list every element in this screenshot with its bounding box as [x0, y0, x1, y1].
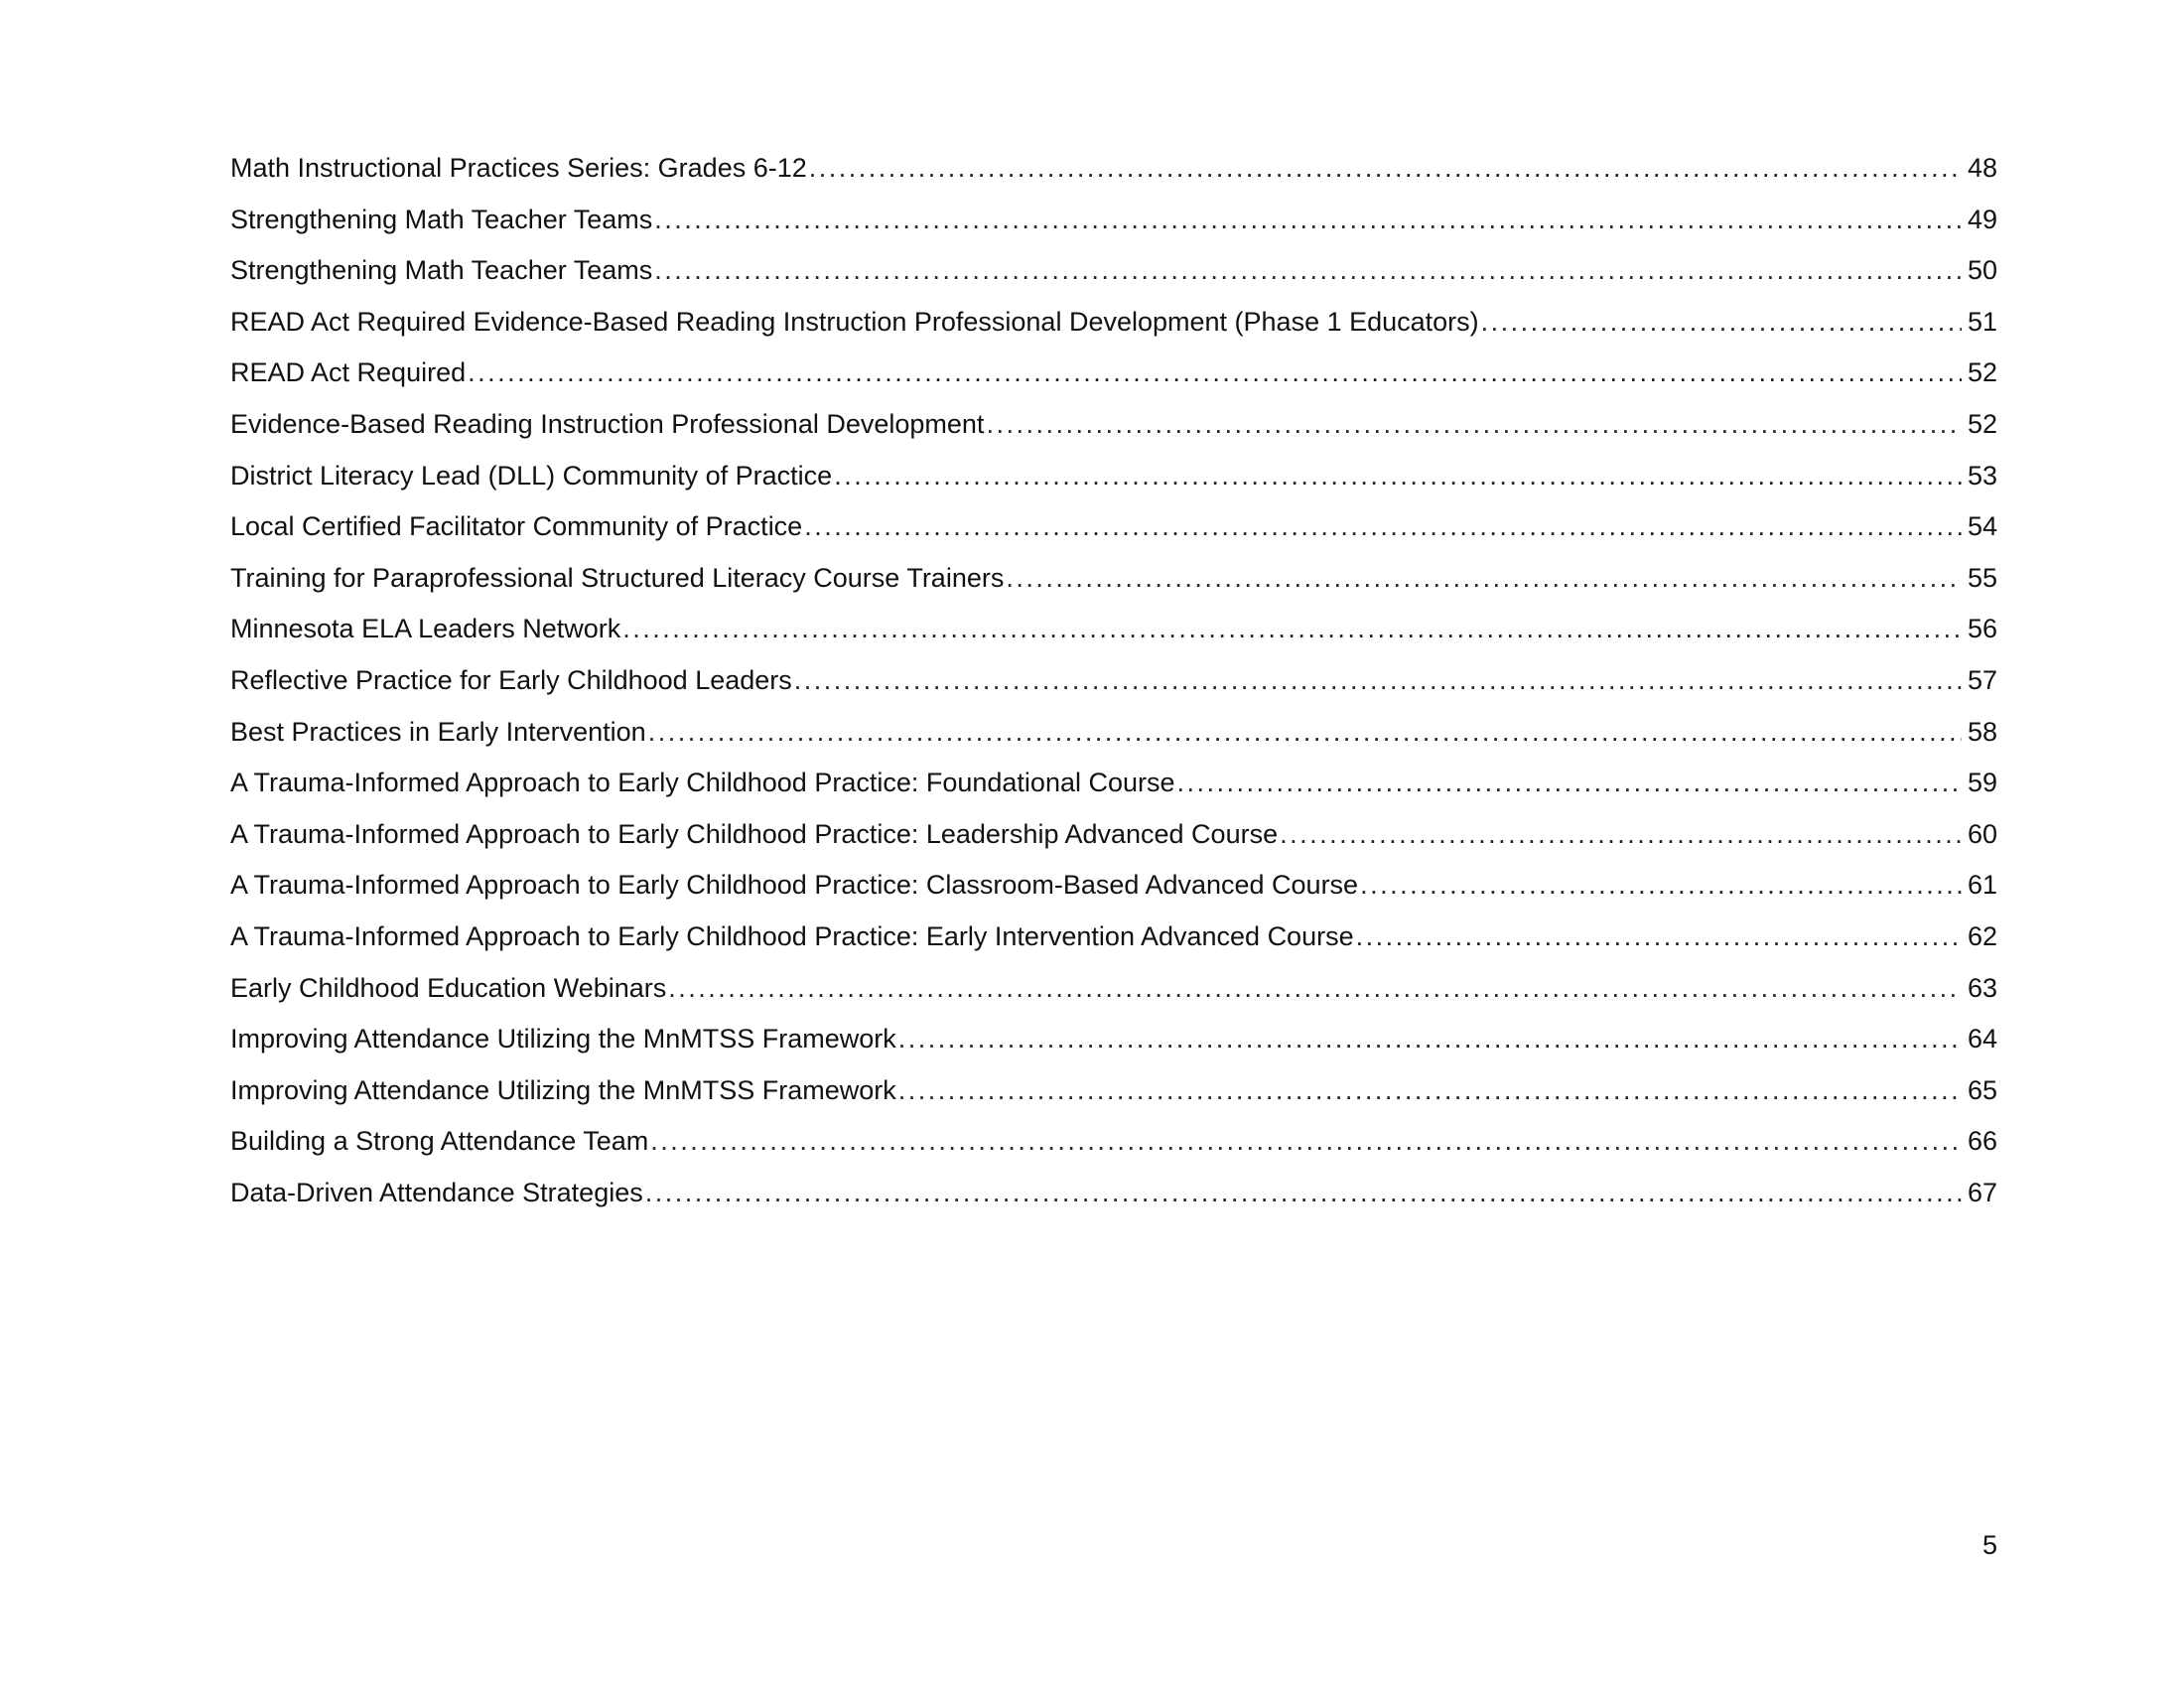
toc-dot-leader [654, 201, 1962, 238]
toc-entry-title[interactable]: A Trauma-Informed Approach to Early Childhood Practice: Classroom-Based Advanced Course [230, 870, 1359, 901]
toc-entry[interactable] [230, 353, 1997, 405]
toc-dot-leader [1177, 764, 1962, 801]
toc-entry[interactable] [230, 405, 1997, 457]
toc-dot-leader [654, 251, 1962, 289]
toc-entry[interactable] [230, 201, 1997, 252]
toc-entry-title[interactable]: Data-Driven Attendance Strategies [230, 1177, 643, 1207]
toc-entry[interactable] [230, 917, 1997, 969]
toc-entry[interactable] [230, 661, 1997, 713]
toc-entry-page[interactable]: 63 [1967, 972, 1997, 1003]
toc-entry[interactable] [230, 457, 1997, 508]
toc-entry[interactable] [230, 559, 1997, 611]
toc-dot-leader [1280, 815, 1962, 853]
toc-entry-page[interactable]: 50 [1967, 255, 1997, 286]
toc-entry-title[interactable]: Reflective Practice for Early Childhood Leaders [230, 664, 792, 695]
toc-entry[interactable] [230, 815, 1997, 867]
toc-dot-leader [668, 969, 1962, 1007]
toc-dot-leader [986, 405, 1962, 443]
toc-entry-page[interactable]: 52 [1967, 408, 1997, 439]
toc-entry-title[interactable]: READ Act Required [230, 357, 467, 388]
table-of-contents [230, 149, 1997, 1224]
toc-entry-title[interactable]: Improving Attendance Utilizing the MnMTSS Framework [230, 1024, 896, 1055]
toc-dot-leader [1356, 917, 1962, 955]
toc-dot-leader [650, 1122, 1962, 1160]
toc-entry[interactable] [230, 713, 1997, 765]
toc-entry-title[interactable]: A Trauma-Informed Approach to Early Childhood Practice: Early Intervention Advanced Course [230, 920, 1354, 951]
toc-entry[interactable] [230, 866, 1997, 917]
toc-entry-page[interactable]: 49 [1967, 204, 1997, 234]
toc-dot-leader [645, 1174, 1962, 1211]
toc-entry-page[interactable]: 59 [1967, 768, 1997, 798]
toc-entry[interactable] [230, 303, 1997, 354]
toc-entry[interactable] [230, 507, 1997, 559]
toc-entry-title[interactable]: Evidence-Based Reading Instruction Professional Development [230, 408, 985, 439]
toc-entry-title[interactable]: Building a Strong Attendance Team [230, 1126, 649, 1157]
toc-dot-leader [809, 149, 1962, 187]
toc-dot-leader [898, 1020, 1962, 1057]
toc-dot-leader [804, 507, 1962, 545]
toc-entry-page[interactable]: 66 [1967, 1126, 1997, 1157]
toc-entry-title[interactable]: Early Childhood Education Webinars [230, 972, 667, 1003]
toc-dot-leader [794, 661, 1962, 699]
toc-dot-leader [622, 610, 1962, 647]
toc-entry-title[interactable]: Strengthening Math Teacher Teams [230, 204, 653, 234]
toc-entry-title[interactable]: Math Instructional Practices Series: Grades 6-12 [230, 153, 807, 183]
toc-entry-title[interactable]: Improving Attendance Utilizing the MnMTSS Framework [230, 1074, 896, 1105]
toc-entry-page[interactable]: 62 [1967, 920, 1997, 951]
toc-entry[interactable] [230, 1071, 1997, 1123]
toc-dot-leader [1006, 559, 1962, 597]
toc-dot-leader [648, 713, 1962, 751]
toc-dot-leader [1481, 303, 1962, 341]
toc-entry-page[interactable]: 57 [1967, 664, 1997, 695]
toc-entry-page[interactable]: 52 [1967, 357, 1997, 388]
toc-entry-title[interactable]: Minnesota ELA Leaders Network [230, 614, 621, 644]
page-number: 5 [1981, 1530, 1997, 1560]
toc-entry-title[interactable]: READ Act Required Evidence-Based Reading Instruction Professional Development (Phase 1 Educators) [230, 306, 1479, 337]
toc-entry[interactable] [230, 1020, 1997, 1071]
toc-entry-page[interactable]: 65 [1967, 1074, 1997, 1105]
toc-entry[interactable] [230, 969, 1997, 1021]
toc-dot-leader [834, 457, 1962, 494]
toc-entry-page[interactable]: 56 [1967, 614, 1997, 644]
toc-entry-title[interactable]: Local Certified Facilitator Community of Practice [230, 511, 803, 542]
toc-entry-title[interactable]: Best Practices in Early Intervention [230, 716, 646, 747]
toc-entry[interactable] [230, 1174, 1997, 1225]
toc-entry-page[interactable]: 51 [1967, 306, 1997, 337]
toc-entry-title[interactable]: District Literacy Lead (DLL) Community of Practice [230, 460, 833, 491]
toc-entry-page[interactable]: 61 [1967, 870, 1997, 901]
toc-entry-page[interactable]: 58 [1967, 716, 1997, 747]
toc-entry[interactable] [230, 149, 1997, 201]
toc-entry-title[interactable]: Training for Paraprofessional Structured Literacy Course Trainers [230, 562, 1005, 593]
toc-entry-page[interactable]: 60 [1967, 818, 1997, 849]
toc-entry[interactable] [230, 251, 1997, 303]
toc-entry-page[interactable]: 53 [1967, 460, 1997, 491]
toc-entry[interactable] [230, 610, 1997, 661]
toc-entry-page[interactable]: 55 [1967, 562, 1997, 593]
toc-entry-page[interactable]: 48 [1967, 153, 1997, 183]
toc-dot-leader [468, 353, 1962, 391]
toc-entry-title[interactable]: A Trauma-Informed Approach to Early Childhood Practice: Leadership Advanced Course [230, 818, 1279, 849]
toc-entry[interactable] [230, 1122, 1997, 1174]
toc-entry-page[interactable]: 64 [1967, 1024, 1997, 1055]
toc-entry[interactable] [230, 764, 1997, 815]
toc-dot-leader [1360, 866, 1962, 904]
toc-entry-title[interactable]: Strengthening Math Teacher Teams [230, 255, 653, 286]
toc-entry-page[interactable]: 54 [1967, 511, 1997, 542]
toc-entry-title[interactable]: A Trauma-Informed Approach to Early Childhood Practice: Foundational Course [230, 768, 1175, 798]
toc-dot-leader [898, 1071, 1962, 1109]
toc-entry-page[interactable]: 67 [1967, 1177, 1997, 1207]
